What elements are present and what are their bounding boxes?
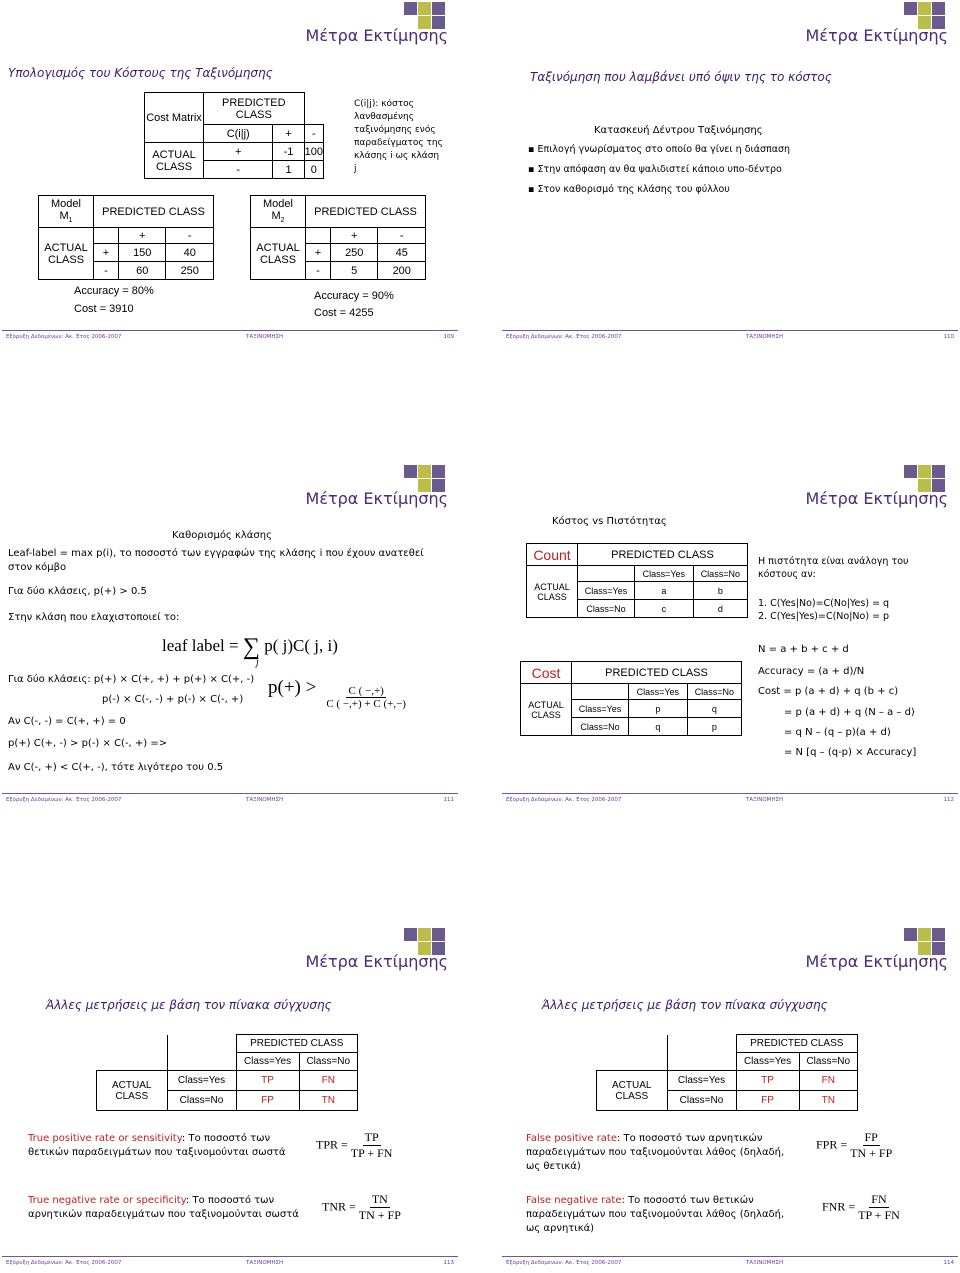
model-m1-label: Model $M_1$ [39,196,94,228]
section-heading: Κατασκευή Δέντρου Ταξινόμησης [594,125,763,136]
footer-line [2,330,458,331]
footer-line [2,793,458,794]
cell: 45 [378,244,426,262]
deco-square [432,928,445,941]
class-no-row: Class=No [167,1091,236,1111]
class-yes-row: Class=Yes [667,1071,736,1091]
conclusion-text: Αν C(-, +) < C(+, -), τότε λιγότερο του 0.5 [8,762,224,773]
proportional-text: Η πιστότητα είναι ανάλογη του κόστους αν: [758,556,909,580]
cell: 250 [331,244,378,262]
class-yes-header: Class=Yes [736,1053,799,1071]
cell: c [635,600,694,618]
slide-109 [2,0,458,347]
model-m1-table [38,195,214,280]
deco-square [904,465,917,478]
slide-subtitle: Άλλες μετρήσεις με βάση τον πίνακα σύγχυσης [542,998,828,1012]
cell: a [635,582,694,600]
eq-cost-2: = p (a + d) + q (N – a – d) [784,707,915,718]
confusion-matrix [596,1034,858,1111]
class-no-header: Class=No [687,684,741,700]
eq-accuracy: Accuracy = (a + d)/N [758,666,865,677]
cell: 100 [304,143,323,161]
minus-row: - [94,262,119,280]
confusion-matrix [96,1034,358,1111]
class-no-header: Class=No [299,1053,357,1071]
deco-square [932,2,945,15]
footer-course: Εξόρυξη Δεδομένων: Ακ. Έτος 2006-2007 [506,1260,622,1266]
predicted-class-header: PREDICTED CLASS [578,544,748,566]
class-no-header: Class=No [799,1053,857,1071]
slide-113 [2,926,458,1273]
deco-square [432,465,445,478]
eq-cost-4: = N [q – (q-p) × Accuracy] [784,747,917,758]
cell: 60 [119,262,166,280]
bullet-item: ▪ Επιλογή γνωρίσματος στο οποίο θα γίνει η διάσπαση [528,144,791,155]
fn-cell: FN [799,1071,857,1091]
bullet-item: ▪ Στην απόφαση αν θα ψαλιδιστεί κάποιο υπο-δέντρο [528,164,782,175]
footer-course: Εξόρυξη Δεδομένων: Ακ. Έτος 2006-2007 [506,334,622,340]
class-yes-row: Class=Yes [167,1071,236,1091]
model-m2-label: Model $M_2$ [251,196,306,228]
minimize-text: Στην κλάση που ελαχιστοποιεί το: [8,612,180,623]
bullet-item: ▪ Στον καθορισμό της κλάσης του φύλλου [528,184,730,195]
slide-title: Μέτρα Εκτίμησης [805,26,948,45]
cij-header: C(i|j) [204,125,273,143]
slide-subtitle: Άλλες μετρήσεις με βάση τον πίνακα σύγχυσης [46,998,332,1012]
eq-cost: Cost = p (a + d) + q (b + c) [758,686,899,697]
footer-course: Εξόρυξη Δεδομένων: Ακ. Έτος 2006-2007 [506,797,622,803]
two-class-expr: Για δύο κλάσεις: p(+) × C(+, +) + p(+) × C(+, -) [8,674,255,685]
cell: b [693,582,747,600]
predicted-class-header: PREDICTED CLASS [306,196,426,228]
class-no-row: Class=No [578,600,635,618]
m2-cost: Cost = 4255 [314,307,374,319]
plus-row: + [94,244,119,262]
deco-square [404,928,417,941]
footer-line [502,330,958,331]
count-label: Count [527,544,578,566]
cell: 200 [378,262,426,280]
deco-square [418,2,431,15]
predicted-class-header: PREDICTED CLASS [94,196,214,228]
cell: d [693,600,747,618]
m1-accuracy: Accuracy = 80% [74,285,154,297]
minus-row: - [306,262,331,280]
deco-square [418,928,431,941]
fnr-text: False negative rate: Το ποσοστό των θετικών παραδειγμάτων που ταξινομούνται λάθος (δηλαδή, ως αρνητικά) [526,1195,785,1234]
slide-title: Μέτρα Εκτίμησης [305,26,448,45]
deco-square [932,465,945,478]
slide-subtitle: Κόστος vs Πιστότητας [552,516,667,527]
eq-cost-3: = q N – (q – p)(a + d) [784,727,891,738]
page-number: 109 [443,334,454,340]
cost-table [520,661,742,736]
class-yes-header: Class=Yes [236,1053,299,1071]
page-number: 112 [943,797,954,803]
two-class-expr-2: p(-) × C(-, -) + p(-) × C(-, +) [102,694,244,705]
slide-title: Μέτρα Εκτίμησης [305,489,448,508]
cell: q [687,700,741,718]
cell: 1 [273,161,304,179]
tp-cell: TP [236,1071,299,1091]
tn-cell: TN [799,1091,857,1111]
inequality-text: p(+) C(+, -) > p(-) × C(-, +) => [8,738,168,749]
plus-header: + [273,125,304,143]
class-yes-row: Class=Yes [572,700,629,718]
cell: 150 [119,244,166,262]
minus-header: - [166,228,214,244]
condition-1: 1. C(Yes|No)=C(No|Yes) = q [758,598,890,609]
slide-114 [502,926,958,1273]
footer-line [2,1256,458,1257]
predicted-class-header: PREDICTED CLASS [572,662,742,684]
footer-topic: ΤΑΞΙΝΟΜΗΣΗ [746,334,784,340]
minus-header: - [378,228,426,244]
footer-line [502,793,958,794]
fpr-formula: FPR = $\frac{FP}{TN + FP}$ [816,1130,893,1160]
class-no-header: Class=No [693,566,747,582]
page-number: 114 [943,1260,954,1266]
minus-row: - [204,161,273,179]
deco-square [918,928,931,941]
tp-cell: TP [736,1071,799,1091]
class-yes-header: Class=Yes [635,566,694,582]
cost-note: C(i|j): κόστος λανθασμένης ταξινόμησης ενός παραδείγματος της κλάσης i ως κλάση j [354,99,443,174]
fnr-formula: FNR = $\frac{FN}{TP + FN}$ [822,1192,900,1222]
class-yes-header: Class=Yes [629,684,688,700]
fn-cell: FN [299,1071,357,1091]
footer-topic: ΤΑΞΙΝΟΜΗΣΗ [746,797,784,803]
actual-class-label: ACTUAL CLASS [39,228,94,280]
slide-subtitle: Υπολογισμός του Κόστους της Ταξινόμησης [8,66,273,80]
two-class-text: Για δύο κλάσεις, p(+) > 0.5 [8,586,147,597]
fp-cell: FP [736,1091,799,1111]
class-yes-row: Class=Yes [578,582,635,600]
predicted-class-header: PREDICTED CLASS [736,1035,858,1053]
plus-row: + [204,143,273,161]
page-number: 111 [443,797,454,803]
deco-square [418,465,431,478]
deco-square [932,928,945,941]
cell: 250 [166,262,214,280]
tpr-formula: TPR = $\frac{TP}{TP + FN}$ [316,1130,393,1160]
tpr-text: True positive rate or sensitivity: Το ποσοστό των θετικών παραδειγμάτων που ταξινομούνται σωστά [28,1133,286,1158]
deco-square [404,465,417,478]
cell: q [629,718,688,736]
slide-112 [502,463,958,810]
actual-class-label: ACTUAL CLASS [97,1071,168,1111]
cell: 0 [304,161,323,179]
predicted-class-header: PREDICTED CLASS [204,93,305,125]
footer-topic: ΤΑΞΙΝΟΜΗΣΗ [246,797,284,803]
cell: 40 [166,244,214,262]
class-no-row: Class=No [667,1091,736,1111]
actual-class-label: ACTUAL CLASS [527,566,578,618]
deco-square [918,465,931,478]
predicted-class-header: PREDICTED CLASS [236,1035,358,1053]
tnr-formula: TNR = $\frac{TN}{TN + FP}$ [322,1192,401,1222]
page-number: 110 [943,334,954,340]
deco-square [904,2,917,15]
cost-label: Cost [521,662,572,684]
actual-class-label: ACTUAL CLASS [251,228,306,280]
slide-title: Μέτρα Εκτίμησης [805,489,948,508]
eq-n: N = a + b + c + d [758,644,849,655]
count-table [526,543,748,618]
cell: p [687,718,741,736]
threshold-formula: p(+) > $\frac{C ( -,+)}{C ( -,+) + C (+,-)}$ [268,677,406,710]
footer-topic: ΤΑΞΙΝΟΜΗΣΗ [246,1260,284,1266]
footer-topic: ΤΑΞΙΝΟΜΗΣΗ [246,334,284,340]
actual-class-label: ACTUAL CLASS [597,1071,668,1111]
footer-line [502,1256,958,1257]
deco-square [404,2,417,15]
fp-cell: FP [236,1091,299,1111]
zero-cost-cond: Αν C(-, -) = C(+, +) = 0 [8,716,126,727]
slide-subtitle: Ταξινόμηση που λαμβάνει υπό όψιν της το κόστος [530,70,832,84]
cost-matrix-table [144,92,324,179]
footer-course: Εξόρυξη Δεδομένων: Ακ. Έτος 2006-2007 [6,334,122,340]
actual-class-label: ACTUAL CLASS [145,143,204,179]
fpr-text: False positive rate: Το ποσοστό των αρνητικών παραδειγμάτων που ταξινομούνται λάθος (δηλαδή, ως θετικά) [526,1133,785,1172]
tnr-text: True negative rate or specificity: Το ποσοστό των αρνητικών παραδειγμάτων που ταξινομούνται σωστά [28,1195,299,1220]
footer-topic: ΤΑΞΙΝΟΜΗΣΗ [746,1260,784,1266]
plus-row: + [306,244,331,262]
slide-111 [2,463,458,810]
leaf-label-formula: leaf label = ∑ p( j)C( j, i) j [162,634,338,668]
page-number: 113 [443,1260,454,1266]
m2-accuracy: Accuracy = 90% [314,290,394,302]
cell: 5 [331,262,378,280]
cell: p [629,700,688,718]
slide-title: Μέτρα Εκτίμησης [805,952,948,971]
m1-cost: Cost = 3910 [74,303,134,315]
cost-matrix-label: Cost Matrix [145,93,204,143]
class-no-row: Class=No [572,718,629,736]
tn-cell: TN [299,1091,357,1111]
deco-square [918,2,931,15]
deco-square [904,928,917,941]
condition-2: 2. C(Yes|Yes)=C(No|No) = p [758,611,890,622]
cell: -1 [273,143,304,161]
minus-header: - [304,125,323,143]
footer-course: Εξόρυξη Δεδομένων: Ακ. Έτος 2006-2007 [6,797,122,803]
section-heading: Καθορισμός κλάσης [172,530,272,541]
leaf-label-text: Leaf-label = max p(i), το ποσοστό των εγγραφών της κλάσης i που έχουν ανατεθεί στον κόμβο [8,548,424,573]
footer-course: Εξόρυξη Δεδομένων: Ακ. Έτος 2006-2007 [6,1260,122,1266]
slide-title: Μέτρα Εκτίμησης [305,952,448,971]
deco-square [432,2,445,15]
actual-class-label: ACTUAL CLASS [521,684,572,736]
model-m2-table [250,195,426,280]
slide-110 [502,0,958,347]
plus-header: + [331,228,378,244]
plus-header: + [119,228,166,244]
